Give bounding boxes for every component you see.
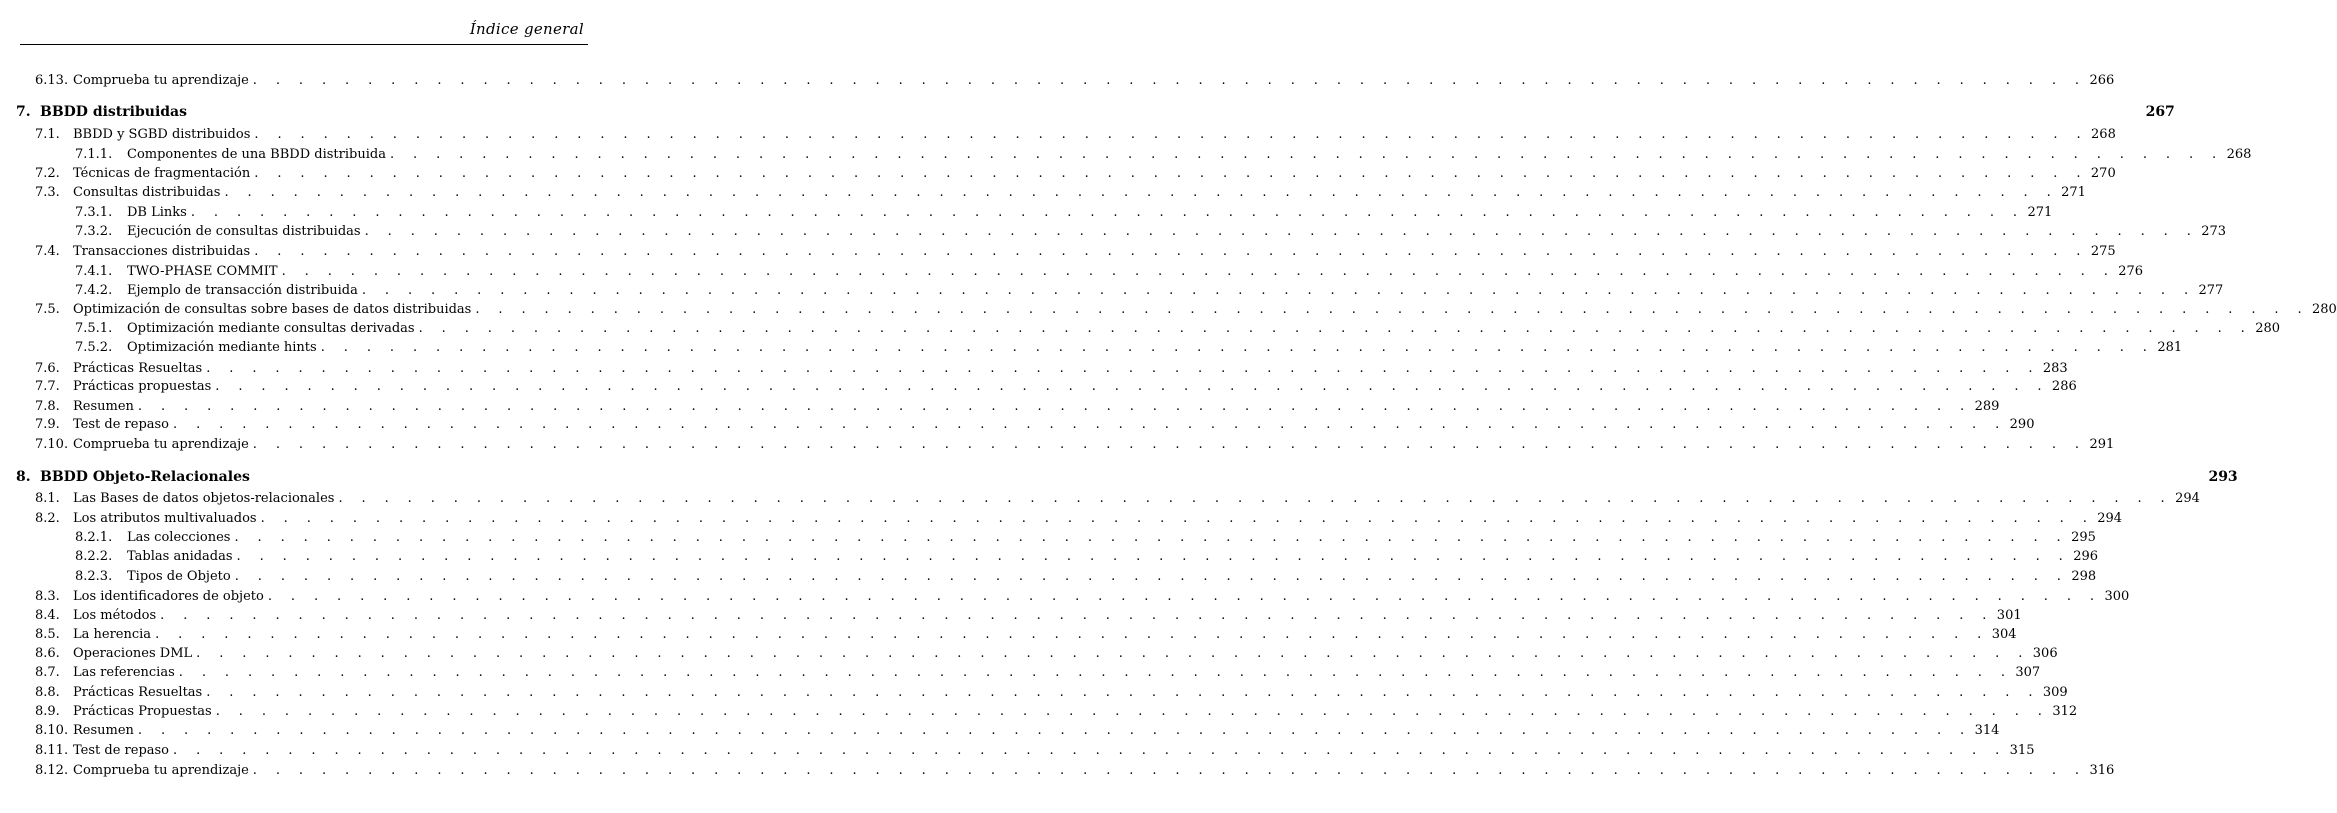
toc-section-row[interactable]: [35, 588, 2130, 606]
toc-entry-title: Tablas anidadas: [127, 549, 233, 564]
toc-entry-title: Las Bases de datos objetos-relacionales: [73, 491, 335, 506]
toc-page-number: 316: [2089, 763, 2115, 778]
toc-subsection-row[interactable]: [75, 282, 2224, 300]
toc-entry-number: 8.2.3.: [75, 569, 113, 584]
toc-entry-number: 7.5.1.: [75, 321, 113, 336]
toc-entry-number: 7.: [16, 104, 31, 120]
toc-page-number: 275: [2090, 244, 2116, 259]
toc-entry-number: 7.5.: [35, 302, 60, 317]
toc-entry-title: Test de repaso: [73, 417, 170, 432]
toc-entry-number: 8.: [16, 469, 31, 485]
toc-dot-leader: . . . . . . . . . . . . . . . . . . . . . . . . . . . . . . . . . . . . . . . . . . . . . . . . . . . . . . . . . . . . . . . . . . . . . . . . . . . . . . . .: [254, 244, 2088, 259]
toc-entry-number: 7.8.: [35, 399, 60, 414]
toc-section-row[interactable]: [35, 664, 2041, 682]
toc-section-row[interactable]: [35, 398, 2000, 416]
toc-dot-leader: . . . . . . . . . . . . . . . . . . . . . . . . . . . . . . . . . . . . . . . . . . . . . . . . . . . . . . . . . . . . . . . . . . . . . . . . . . . . . . . .: [160, 608, 1994, 623]
toc-section-row[interactable]: [35, 607, 2022, 625]
toc-dot-leader: . . . . . . . . . . . . . . . . . . . . . . . . . . . . . . . . . . . . . . . . . . . . . . . . . . . . . . . . . . . . . . . . . . . . . . . . . . . . . . . .: [215, 379, 2049, 394]
toc-entry-title: Prácticas Resueltas: [73, 361, 203, 376]
toc-entry-title: Los métodos: [73, 608, 157, 623]
toc-entry-title: Consultas distribuidas: [73, 185, 221, 200]
toc-dot-leader: . . . . . . . . . . . . . . . . . . . . . . . . . . . . . . . . . . . . . . . . . . . . . . . . . . . . . . . . . . . . . . . . . . . . . . . . . . . . . . . .: [155, 627, 1989, 642]
toc-dot-leader: . . . . . . . . . . . . . . . . . . . . . . . . . . . . . . . . . . . . . . . . . . . . . . . . . . . . . . . . . . . . . . . . . . . . . . . . . . . . . . . .: [173, 417, 2007, 432]
toc-entry-title: Resumen: [73, 399, 134, 414]
toc-entry-number: 7.1.: [35, 127, 60, 142]
toc-section-row[interactable]: [35, 165, 2116, 183]
toc-entry-title: Transacciones distribuidas: [73, 244, 251, 259]
toc-page-number: 295: [2071, 530, 2096, 545]
toc-subsection-row[interactable]: [75, 339, 2183, 357]
toc-subsection-row[interactable]: [75, 204, 2053, 222]
toc-dot-leader: . . . . . . . . . . . . . . . . . . . . . . . . . . . . . . . . . . . . . . . . . . . . . . . . . . . . . . . . . . . . . . . . . . . . . . . . . . . . . . . .: [361, 283, 2196, 298]
toc-section-row[interactable]: [35, 645, 2058, 663]
toc-page-number: 307: [2015, 665, 2041, 680]
toc-section-row[interactable]: [35, 722, 2000, 740]
toc-subsection-row[interactable]: [75, 146, 2252, 164]
toc-page-number: 276: [2118, 264, 2144, 279]
toc-page-number: 277: [2198, 283, 2224, 298]
toc-entry-number: 7.3.1.: [75, 205, 113, 220]
toc-page-number: 283: [2042, 361, 2068, 376]
toc-entry-number: 8.2.: [35, 511, 60, 526]
toc-dot-leader: . . . . . . . . . . . . . . . . . . . . . . . . . . . . . . . . . . . . . . . . . . . . . . . . . . . . . . . . . . . . . . . . . . . . . . . . . . . . . . . .: [234, 530, 2069, 545]
toc-page-number: 271: [2027, 205, 2053, 220]
toc-section-row[interactable]: [35, 301, 2337, 319]
toc-dot-leader: . . . . . . . . . . . . . . . . . . . . . . . . . . . . . . . . . . . . . . . . . . . . . . . . . . . . . . . . . . . . . . . . . . . . . . . . . . . . . . . .: [224, 185, 2059, 200]
toc-page-number: 281: [2157, 340, 2183, 355]
toc-dot-leader: . . . . . . . . . . . . . . . . . . . . . . . . . . . . . . . . . . . . . . . . . . . . . . . . . . . . . . . . . . . . . . . . . . . . . . . . . . . . . . . .: [137, 399, 1972, 414]
toc-entry-number: 7.5.2.: [75, 340, 113, 355]
toc-dot-leader: . . . . . . . . . . . . . . . . . . . . . . . . . . . . . . . . . . . . . . . . . . . . . . . . . . . . . . . . . . . . . . . . . . . . . . . . . . . . . . . .: [234, 569, 2069, 584]
toc-page-number: 300: [2104, 589, 2130, 604]
toc-page-number: 304: [1991, 627, 2017, 642]
toc-page-number: 309: [2042, 685, 2068, 700]
running-header-title: Índice general: [469, 20, 584, 38]
toc-dot-leader: . . . . . . . . . . . . . . . . . . . . . . . . . . . . . . . . . . . . . . . . . . . . . . . . . . . . . . . . . . . . . . . . . . . . . . . . . . . . . . . .: [267, 589, 2102, 604]
toc-page-number: 271: [2061, 185, 2086, 200]
toc-entry-number: 8.7.: [35, 665, 60, 680]
toc-section-row[interactable]: [35, 243, 2116, 261]
toc-dot-leader: . . . . . . . . . . . . . . . . . . . . . . . . . . . . . . . . . . . . . . . . . . . . . . . . . . . . . . . . . . . . . . . . . . . . . . . . . . . . . . . .: [260, 511, 2095, 526]
toc-section-row[interactable]: [35, 626, 2017, 644]
toc-entry-title: Optimización mediante consultas derivadas: [127, 321, 415, 336]
toc-section-row[interactable]: [35, 360, 2068, 378]
toc-dot-leader: . . . . . . . . . . . . . . . . . . . . . . . . . . . . . . . . . . . . . . . . . . . . . . . . . . . . . . . . . . . . . . . . . . . . . . . . . . . . . . . .: [475, 302, 2309, 317]
toc-page-number: 294: [2097, 511, 2123, 526]
toc-dot-leader: . . . . . . . . . . . . . . . . . . . . . . . . . . . . . . . . . . . . . . . . . . . . . . . . . . . . . . . . . . . . . . . . . . . . . . . . . . . . . . . .: [252, 437, 2087, 452]
toc-page-number: 289: [1974, 399, 2000, 414]
toc-page-number: 291: [2089, 437, 2115, 452]
toc-entry-number: 8.1.: [35, 491, 60, 506]
toc-dot-leader: . . . . . . . . . . . . . . . . . . . . . . . . . . . . . . . . . . . . . . . . . . . . . . . . . . . . . . . . . . . . . . . . . . . . . . . . . . . . . . . .: [173, 743, 2007, 758]
toc-section-row[interactable]: [35, 490, 2200, 508]
toc-dot-leader: . . . . . . . . . . . . . . . . . . . . . . . . . . . . . . . . . . . . . . . . . . . . . . . . . . . . . . . . . . . . . . . . . . . . . . . . . . . . . . . .: [254, 127, 2089, 142]
toc-entry-number: 7.7.: [35, 379, 60, 394]
toc-page-number: 273: [2201, 224, 2227, 239]
toc-subsection-row[interactable]: [75, 568, 2097, 586]
toc-subsection-row[interactable]: [75, 548, 2099, 566]
toc-entry-title: Operaciones DML: [73, 646, 193, 661]
toc-entry-title: Comprueba tu aprendizaje: [73, 73, 249, 88]
toc-entry-title: Prácticas Propuestas: [73, 704, 212, 719]
toc-entry-title: DB Links: [127, 205, 187, 220]
toc-entry-number: 8.2.1.: [75, 530, 113, 545]
toc-subsection-row[interactable]: [75, 263, 2144, 281]
toc-dot-leader: . . . . . . . . . . . . . . . . . . . . . . . . . . . . . . . . . . . . . . . . . . . . . . . . . . . . . . . . . . . . . . . . . . . . . . . . . . . . . . . .: [389, 147, 2224, 162]
toc-dot-leader: . . . . . . . . . . . . . . . . . . . . . . . . . . . . . . . . . . . . . . . . . . . . . . . . . . . . . . . . . . . . . . . . . . . . . . . . . . . . . . . .: [320, 340, 2155, 355]
toc-page-number: 268: [2226, 147, 2252, 162]
toc-page-number: 280: [2255, 321, 2281, 336]
toc-entry-title: Comprueba tu aprendizaje: [73, 763, 249, 778]
toc-entry-number: 7.3.2.: [75, 224, 113, 239]
toc-entry-title: Ejemplo de transacción distribuida: [127, 283, 358, 298]
toc-entry-number: 7.2.: [35, 166, 60, 181]
toc-entry-title: BBDD Objeto-Relacionales: [40, 469, 250, 485]
toc-entry-title: Componentes de una BBDD distribuida: [127, 147, 386, 162]
toc-dot-leader: . . . . . . . . . . . . . . . . . . . . . . . . . . . . . . . . . . . . . . . . . . . . . . . . . . . . . . . . . . . . . . . . . . . . . . . . . . . . . . . .: [137, 723, 1972, 738]
toc-page-number: 267: [2145, 104, 2175, 120]
toc-dot-leader: . . . . . . . . . . . . . . . . . . . . . . . . . . . . . . . . . . . . . . . . . . . . . . . . . . . . . . . . . . . . . . . . . . . . . . . . . . . . . . . .: [364, 224, 2199, 239]
toc-entry-title: Las colecciones: [127, 530, 231, 545]
toc-entry-number: 8.5.: [35, 627, 60, 642]
toc-dot-leader: . . . . . . . . . . . . . . . . . . . . . . . . . . . . . . . . . . . . . . . . . . . . . . . . . . . . . . . . . . . . . . . . . . . . . . . . . . . . . . . .: [215, 704, 2050, 719]
toc-section-row[interactable]: [35, 762, 2115, 780]
toc-entry-number: 7.4.: [35, 244, 60, 259]
toc-entry-number: 8.4.: [35, 608, 60, 623]
toc-subsection-row[interactable]: [75, 529, 2096, 547]
toc-entry-title: Comprueba tu aprendizaje: [73, 437, 249, 452]
toc-page-number: 293: [2208, 469, 2238, 485]
toc-section-row[interactable]: [35, 72, 2115, 90]
toc-dot-leader: . . . . . . . . . . . . . . . . . . . . . . . . . . . . . . . . . . . . . . . . . . . . . . . . . . . . . . . . . . . . . . . . . . . . . . . . . . . . . . . .: [190, 205, 2025, 220]
toc-entry-title: La herencia: [73, 627, 152, 642]
toc-page-number: 301: [1996, 608, 2022, 623]
toc-entry-number: 8.8.: [35, 685, 60, 700]
toc-entry-title: Las referencias: [73, 665, 175, 680]
toc-entry-title: Test de repaso: [73, 743, 170, 758]
toc-entry-title: Tipos de Objeto: [127, 569, 231, 584]
toc-section-row[interactable]: [35, 126, 2116, 144]
toc-entry-number: 8.10.: [35, 723, 69, 738]
toc-section-row[interactable]: [35, 684, 2068, 702]
toc-subsection-row[interactable]: [75, 320, 2281, 338]
toc-entry-number: 8.11.: [35, 743, 69, 758]
toc-dot-leader: . . . . . . . . . . . . . . . . . . . . . . . . . . . . . . . . . . . . . . . . . . . . . . . . . . . . . . . . . . . . . . . . . . . . . . . . . . . . . . . .: [206, 685, 2040, 700]
toc-entry-title: Optimización mediante hints: [127, 340, 317, 355]
toc-entry-number: 7.10.: [35, 437, 69, 452]
toc-entry-title: Prácticas propuestas: [73, 379, 212, 394]
toc-section-row[interactable]: [35, 742, 2035, 760]
toc-entry-number: 8.2.2.: [75, 549, 113, 564]
toc-entry-title: Optimización de consultas sobre bases de datos distribuidas: [73, 302, 472, 317]
toc-page-number: 280: [2311, 302, 2337, 317]
toc-page-number: 312: [2052, 704, 2078, 719]
toc-entry-number: 7.4.1.: [75, 264, 113, 279]
toc-section-row[interactable]: [35, 510, 2123, 528]
toc-entry-number: 7.1.1.: [75, 147, 113, 162]
toc-chapter-row[interactable]: [16, 468, 2238, 486]
toc-entry-title: Los identificadores de objeto: [73, 589, 264, 604]
toc-entry-title: Técnicas de fragmentación: [73, 166, 251, 181]
toc-entry-title: Ejecución de consultas distribuidas: [127, 224, 361, 239]
toc-page-number: 266: [2089, 73, 2115, 88]
toc-page-number: 315: [2009, 743, 2035, 758]
toc-section-row[interactable]: [35, 703, 2078, 721]
toc-entry-title: Prácticas Resueltas: [73, 685, 203, 700]
toc-dot-leader: . . . . . . . . . . . . . . . . . . . . . . . . . . . . . . . . . . . . . . . . . . . . . . . . . . . . . . . . . . . . . . . . . . . . . . . . . . . . . . . .: [252, 763, 2087, 778]
toc-dot-leader: . . . . . . . . . . . . . . . . . . . . . . . . . . . . . . . . . . . . . . . . . . . . . . . . . . . . . . . . . . . . . . . . . . . . . . . . . . . . . . . .: [254, 166, 2088, 181]
toc-section-row[interactable]: [35, 416, 2035, 434]
toc-section-row[interactable]: [35, 378, 2077, 396]
toc-page-number: 290: [2009, 417, 2035, 432]
toc-entry-title: BBDD distribuidas: [40, 104, 187, 120]
toc-entry-number: 7.9.: [35, 417, 60, 432]
toc-page-number: 306: [2032, 646, 2058, 661]
toc-chapter-row[interactable]: [16, 103, 2175, 121]
toc-page-number: 298: [2071, 569, 2097, 584]
toc-entry-title: Resumen: [73, 723, 134, 738]
toc-page-number: 294: [2175, 491, 2200, 506]
toc-entry-number: 6.13.: [35, 73, 69, 88]
toc-dot-leader: . . . . . . . . . . . . . . . . . . . . . . . . . . . . . . . . . . . . . . . . . . . . . . . . . . . . . . . . . . . . . . . . . . . . . . . . . . . . . . . .: [196, 646, 2030, 661]
toc-section-row[interactable]: [35, 436, 2115, 454]
toc-entry-number: 7.6.: [35, 361, 60, 376]
toc-subsection-row[interactable]: [75, 223, 2227, 241]
toc-page-number: 286: [2051, 379, 2077, 394]
toc-entry-number: 7.4.2.: [75, 283, 113, 298]
toc-entry-number: 8.6.: [35, 646, 60, 661]
toc-dot-leader: . . . . . . . . . . . . . . . . . . . . . . . . . . . . . . . . . . . . . . . . . . . . . . . . . . . . . . . . . . . . . . . . . . . . . . . . . . . . . . . .: [418, 321, 2253, 336]
toc-dot-leader: . . . . . . . . . . . . . . . . . . . . . . . . . . . . . . . . . . . . . . . . . . . . . . . . . . . . . . . . . . . . . . . . . . . . . . . . . . . . . . . .: [178, 665, 2013, 680]
toc-entry-title: TWO-PHASE COMMIT: [127, 264, 278, 279]
toc-dot-leader: . . . . . . . . . . . . . . . . . . . . . . . . . . . . . . . . . . . . . . . . . . . . . . . . . . . . . . . . . . . . . . . . . . . . . . . . . . . . . . . .: [338, 491, 2173, 506]
toc-dot-leader: . . . . . . . . . . . . . . . . . . . . . . . . . . . . . . . . . . . . . . . . . . . . . . . . . . . . . . . . . . . . . . . . . . . . . . . . . . . . . . . .: [206, 361, 2040, 376]
toc-dot-leader: . . . . . . . . . . . . . . . . . . . . . . . . . . . . . . . . . . . . . . . . . . . . . . . . . . . . . . . . . . . . . . . . . . . . . . . . . . . . . . . .: [281, 264, 2116, 279]
toc-entry-number: 8.3.: [35, 589, 60, 604]
toc-page-number: 268: [2091, 127, 2116, 142]
toc-page-number: 270: [2090, 166, 2116, 181]
toc-dot-leader: . . . . . . . . . . . . . . . . . . . . . . . . . . . . . . . . . . . . . . . . . . . . . . . . . . . . . . . . . . . . . . . . . . . . . . . . . . . . . . . .: [236, 549, 2071, 564]
toc-section-row[interactable]: [35, 184, 2086, 202]
toc-page-number: 296: [2073, 549, 2099, 564]
toc-entry-number: 8.12.: [35, 763, 69, 778]
toc-entry-title: BBDD y SGBD distribuidos: [73, 127, 251, 142]
toc-entry-number: 7.3.: [35, 185, 60, 200]
toc-entry-number: 8.9.: [35, 704, 60, 719]
toc-entry-title: Los atributos multivaluados: [73, 511, 257, 526]
toc-page-number: 314: [1974, 723, 2000, 738]
toc-dot-leader: . . . . . . . . . . . . . . . . . . . . . . . . . . . . . . . . . . . . . . . . . . . . . . . . . . . . . . . . . . . . . . . . . . . . . . . . . . . . . . . .: [252, 73, 2087, 88]
